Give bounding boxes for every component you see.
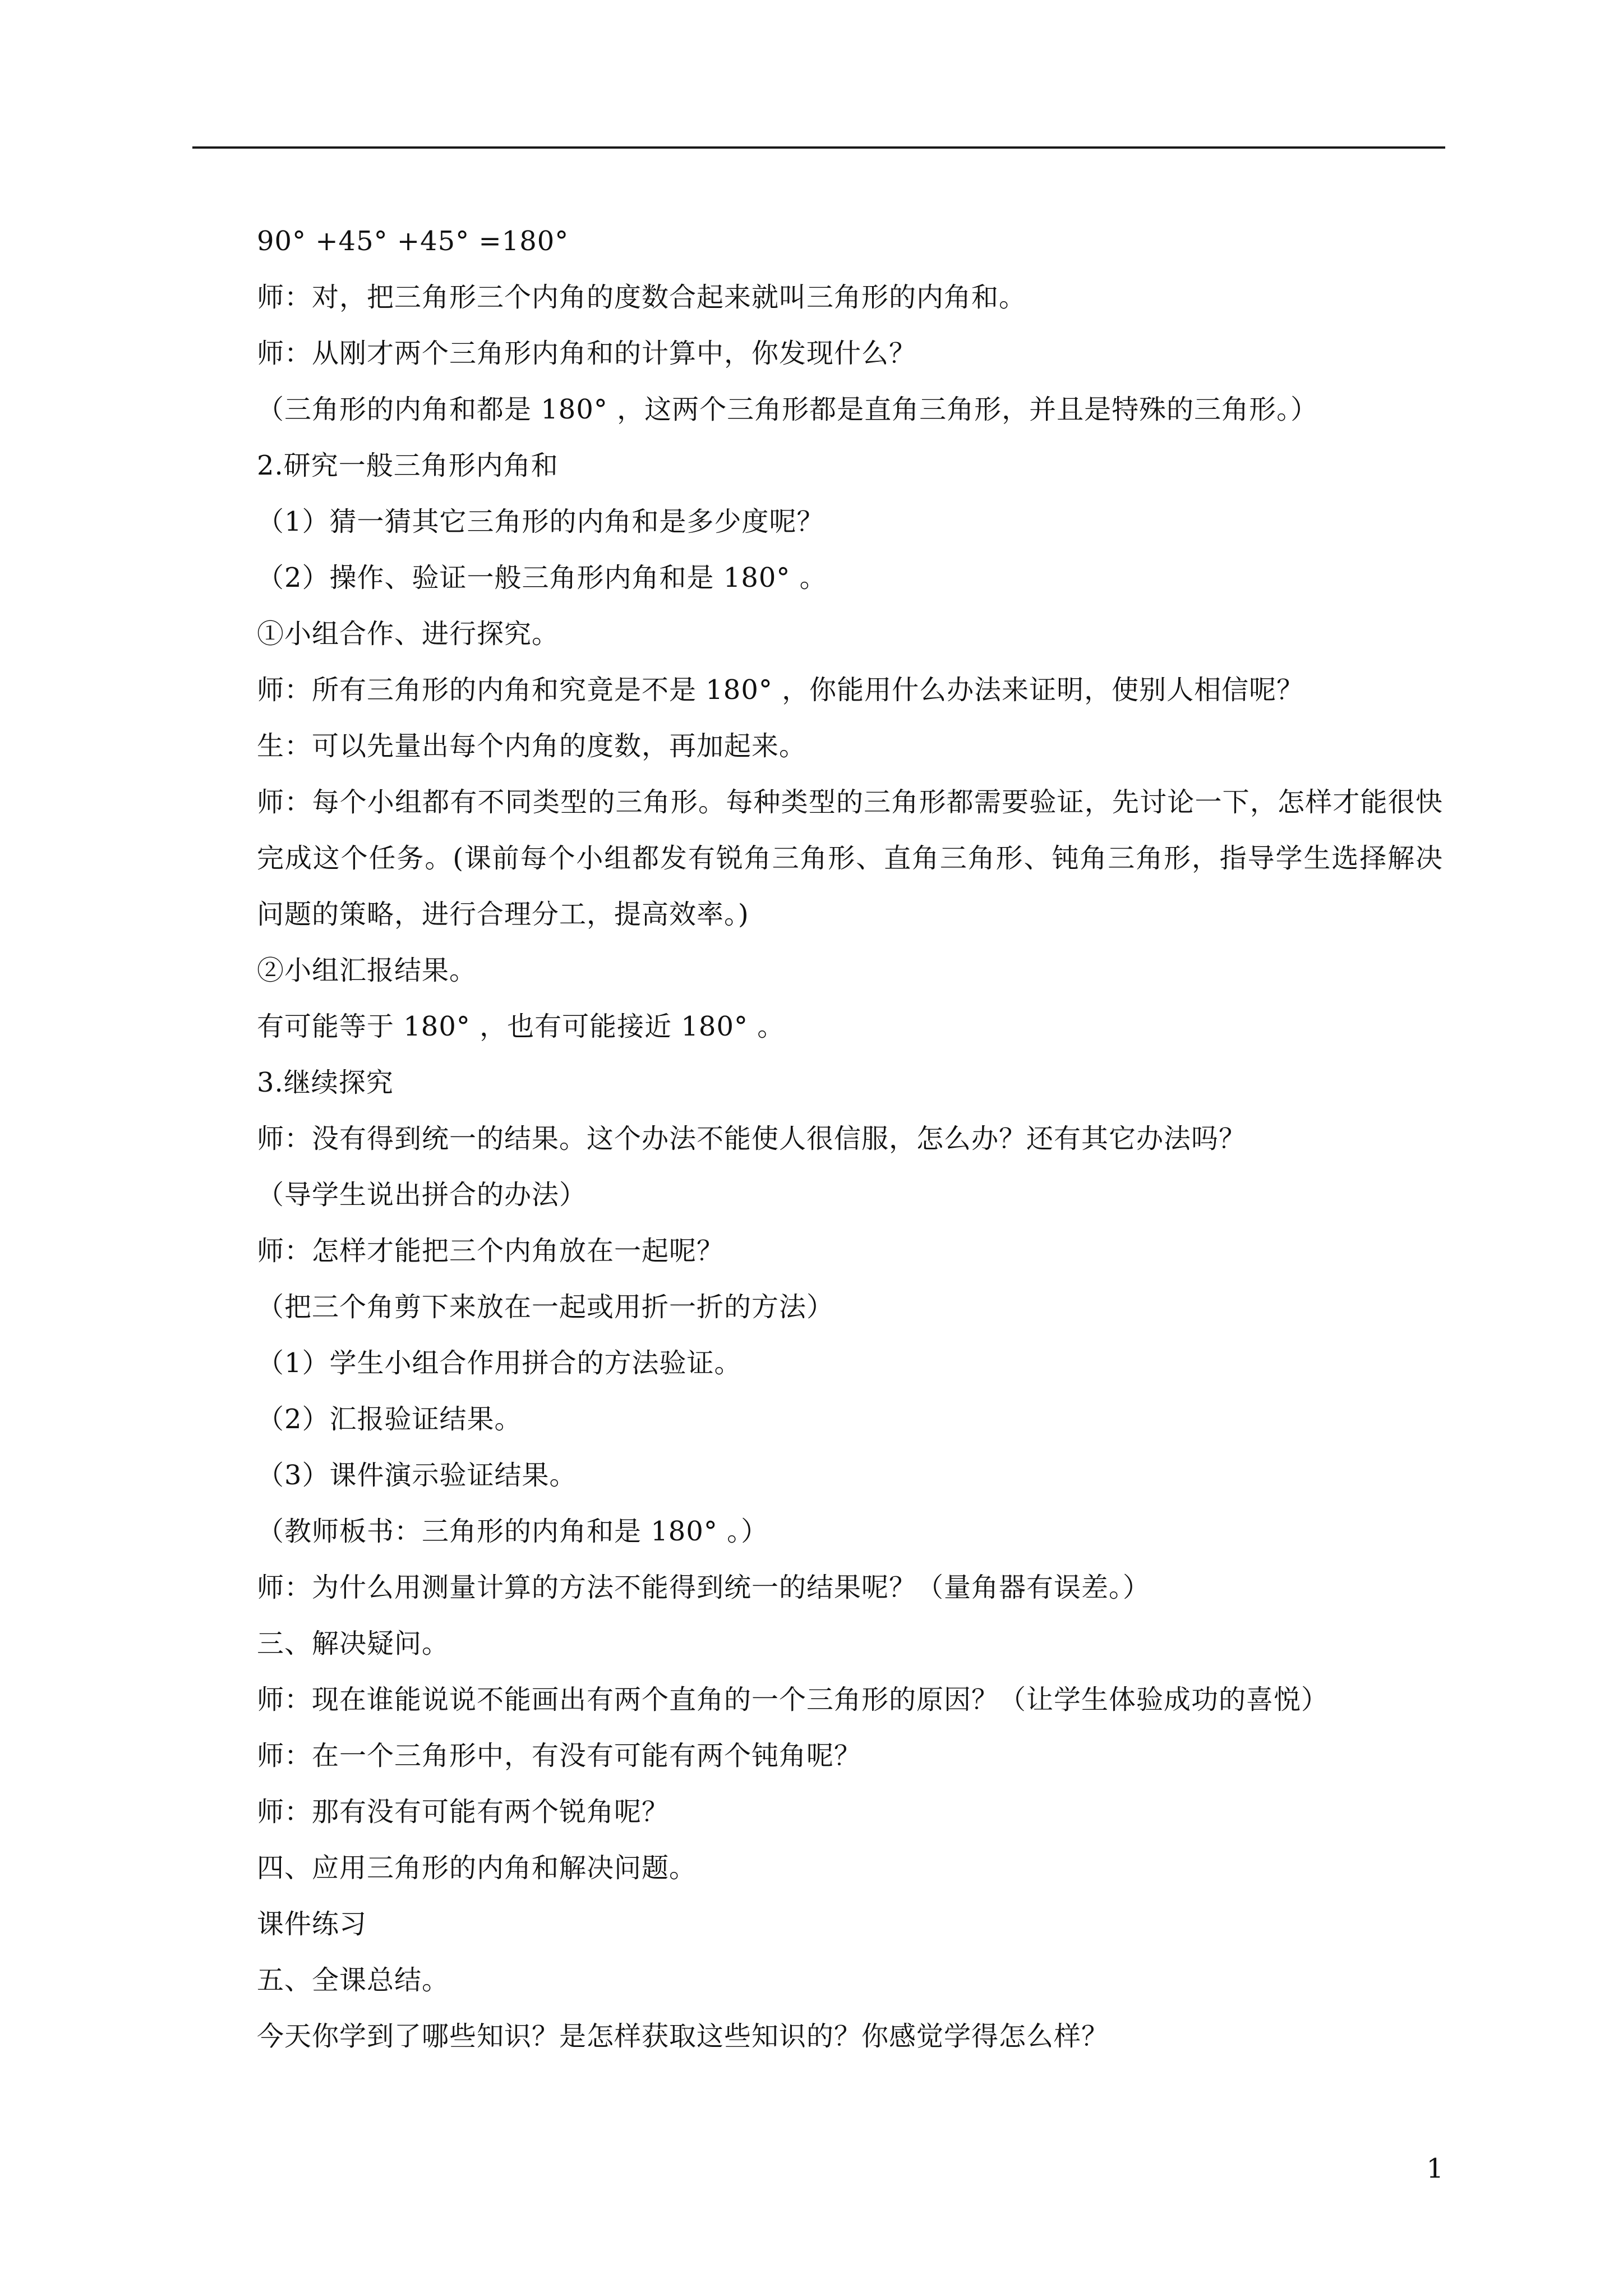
header-rule bbox=[192, 146, 1445, 149]
text-line: 师：对，把三角形三个内角的度数合起来就叫三角形的内角和。 bbox=[257, 282, 1027, 313]
text-line: 师：怎样才能把三个内角放在一起呢？ bbox=[257, 1235, 725, 1267]
text-line: 师：没有得到统一的结果。这个办法不能使人很信服，怎么办？还有其它办法吗？ bbox=[257, 1123, 1247, 1154]
text-line: ②小组汇报结果。 bbox=[257, 955, 477, 986]
document-body bbox=[257, 213, 1443, 2064]
page-number: 1 bbox=[1426, 2153, 1444, 2184]
text-line: （3）课件演示验证结果。 bbox=[257, 1460, 577, 1491]
text-line: 师：那有没有可能有两个锐角呢？ bbox=[257, 1796, 670, 1828]
text-line: 课件练习 bbox=[257, 1908, 367, 1940]
text-line: 有可能等于 180° ，也有可能接近 180° 。 bbox=[257, 1011, 785, 1042]
text-line: 师：在一个三角形中，有没有可能有两个钝角呢？ bbox=[257, 1740, 862, 1772]
text-line: （三角形的内角和都是 180° ，这两个三角形都是直角三角形，并且是特殊的三角形。） bbox=[257, 394, 1318, 425]
text-line: （导学生说出拼合的办法） bbox=[257, 1179, 587, 1211]
text-line: （1）学生小组合作用拼合的方法验证。 bbox=[257, 1347, 742, 1379]
text-line: 五、全课总结。 bbox=[257, 1964, 450, 1996]
text-line: 三、解决疑问。 bbox=[257, 1628, 450, 1659]
text-line: 师：所有三角形的内角和究竟是不是 180° ，你能用什么办法来证明，使别人相信呢？ bbox=[257, 674, 1304, 706]
text-line: ①小组合作、进行探究。 bbox=[257, 618, 560, 650]
text-line: 2.研究一般三角形内角和 bbox=[257, 450, 559, 481]
text-line: 今天你学到了哪些知识？是怎样获取这些知识的？你感觉学得怎么样？ bbox=[257, 2021, 1109, 2052]
text-line: 90° +45° +45° =180° bbox=[257, 226, 569, 257]
text-line: （2）操作、验证一般三角形内角和是 180° 。 bbox=[257, 562, 827, 593]
text-line: （教师板书：三角形的内角和是 180° 。） bbox=[257, 1516, 769, 1547]
text-line: 师：从刚才两个三角形内角和的计算中，你发现什么？ bbox=[257, 338, 917, 369]
text-line: （2）汇报验证结果。 bbox=[257, 1404, 522, 1435]
text-line: 师：为什么用测量计算的方法不能得到统一的结果呢？（量角器有误差。） bbox=[257, 1572, 1151, 1603]
text-line: 3.继续探究 bbox=[257, 1067, 394, 1098]
text-line: 生：可以先量出每个内角的度数，再加起来。 bbox=[257, 730, 807, 762]
text-line: （把三个角剪下来放在一起或用折一折的方法） bbox=[257, 1291, 834, 1323]
text-line: 四、应用三角形的内角和解决问题。 bbox=[257, 1852, 697, 1884]
text-line: （1）猜一猜其它三角形的内角和是多少度呢？ bbox=[257, 506, 824, 537]
wrapped-paragraph: 师：每个小组都有不同类型的三角形。每种类型的三角形都需要验证，先讨论一下，怎样才能很快完成这个任务。(课前每个小组都发有锐角三角形、直角三角形、钝角三角形，指导学生选择解决问题的策略，进行合理分工，提高效率。) bbox=[257, 786, 1443, 930]
text-line: 师：现在谁能说说不能画出有两个直角的一个三角形的原因？（让学生体验成功的喜悦） bbox=[257, 1684, 1329, 1715]
